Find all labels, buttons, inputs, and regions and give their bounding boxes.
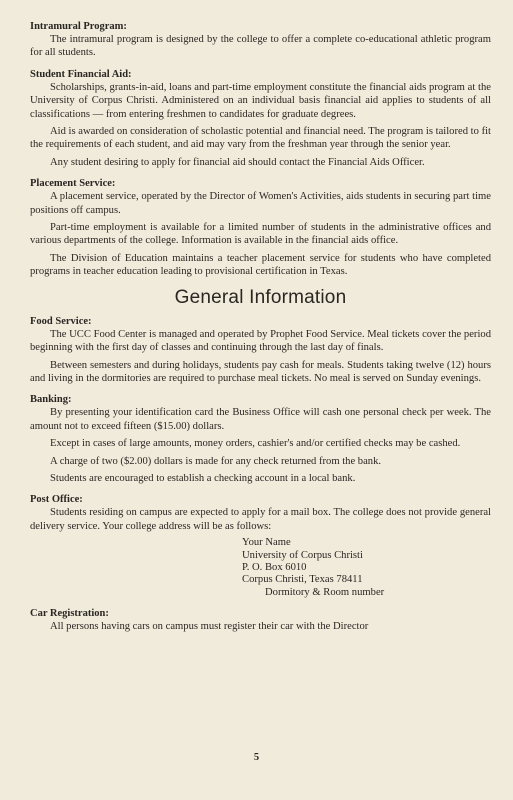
paragraph: The UCC Food Center is managed and operated by Prophet Food Service. Meal tickets cover the period beginning with the first day of classes and continuing through the last day of finals.: [30, 328, 491, 354]
paragraph: Any student desiring to apply for financial aid should contact the Financial Aids Officer.: [50, 156, 425, 168]
address-line: Dormitory & Room number: [265, 586, 385, 598]
section-car-registration: [30, 607, 491, 633]
section-food-service: [30, 315, 491, 386]
paragraph: The intramural program is designed by the college to offer a complete co-educational athletic program for all students.: [30, 34, 491, 59]
paragraph: Except in cases of large amounts, money orders, cashier's and/or certified checks may be cashed.: [50, 438, 461, 450]
paragraph: All persons having cars on campus must register their car with the Director: [50, 621, 369, 633]
paragraph: Scholarships, grants-in-aid, loans and part-time employment constitute the financial aids program at the University of Corpus Christi. Administered on an individual basis financial aid applies to students of all classifications — from entering freshmen to candidates for graduate degrees.: [30, 81, 491, 120]
section-heading: Car Registration:: [30, 608, 109, 620]
section-heading: Food Service:: [30, 315, 92, 327]
section-heading: Placement Service:: [30, 178, 116, 190]
section-intramural: [30, 20, 491, 60]
section-post-office: [30, 493, 491, 599]
address-line: P. O. Box 6010: [242, 561, 307, 573]
address-line: University of Corpus Christi: [242, 549, 363, 561]
section-heading: Post Office:: [30, 494, 83, 506]
paragraph: A charge of two ($2.00) dollars is made for any check returned from the bank.: [50, 455, 382, 467]
paragraph: Students are encouraged to establish a checking account in a local bank.: [50, 472, 356, 484]
paragraph: A placement service, operated by the Director of Women's Activities, aids students in securing part time positions off campus.: [30, 191, 491, 216]
address-line: Corpus Christi, Texas 78411: [242, 574, 363, 586]
general-information-title: General Information: [174, 286, 347, 308]
paragraph: Between semesters and during holidays, students pay cash for meals. Students taking twelve (12) hours and living in the dormitories are required to purchase meal tickets. No meal is served on Sunday evenings.: [30, 359, 491, 384]
address-line: Your Name: [242, 537, 291, 549]
paragraph: The Division of Education maintains a teacher placement service for students who have completed programs in teacher education leading to provisional certification in Texas.: [30, 252, 491, 278]
paragraph: By presenting your identification card the Business Office will cash one personal check per week. The amount not to exceed fifteen ($15.00) dollars.: [30, 407, 491, 432]
section-heading: Student Financial Aid:: [30, 68, 132, 80]
page-number: 5: [253, 752, 260, 763]
mailing-address: [30, 537, 491, 599]
paragraph: Students residing on campus are expected to apply for a mail box. The college does not provide general delivery service. Your college address will be as follows:: [30, 507, 491, 532]
section-placement: [30, 177, 491, 278]
paragraph: Part-time employment is available for a limited number of students in the administrative offices and various departments of the college. Information is available in the financial aids office.: [30, 222, 491, 247]
section-financial-aid: [30, 68, 491, 169]
section-heading: Banking:: [30, 394, 72, 406]
section-banking: [30, 393, 491, 485]
section-heading: Intramural Program:: [30, 21, 127, 32]
paragraph: Aid is awarded on consideration of scholastic potential and financial need. The program is tailored to fit the requirements of each student, and aid may vary from the freshman year through the senior year.: [30, 126, 491, 151]
